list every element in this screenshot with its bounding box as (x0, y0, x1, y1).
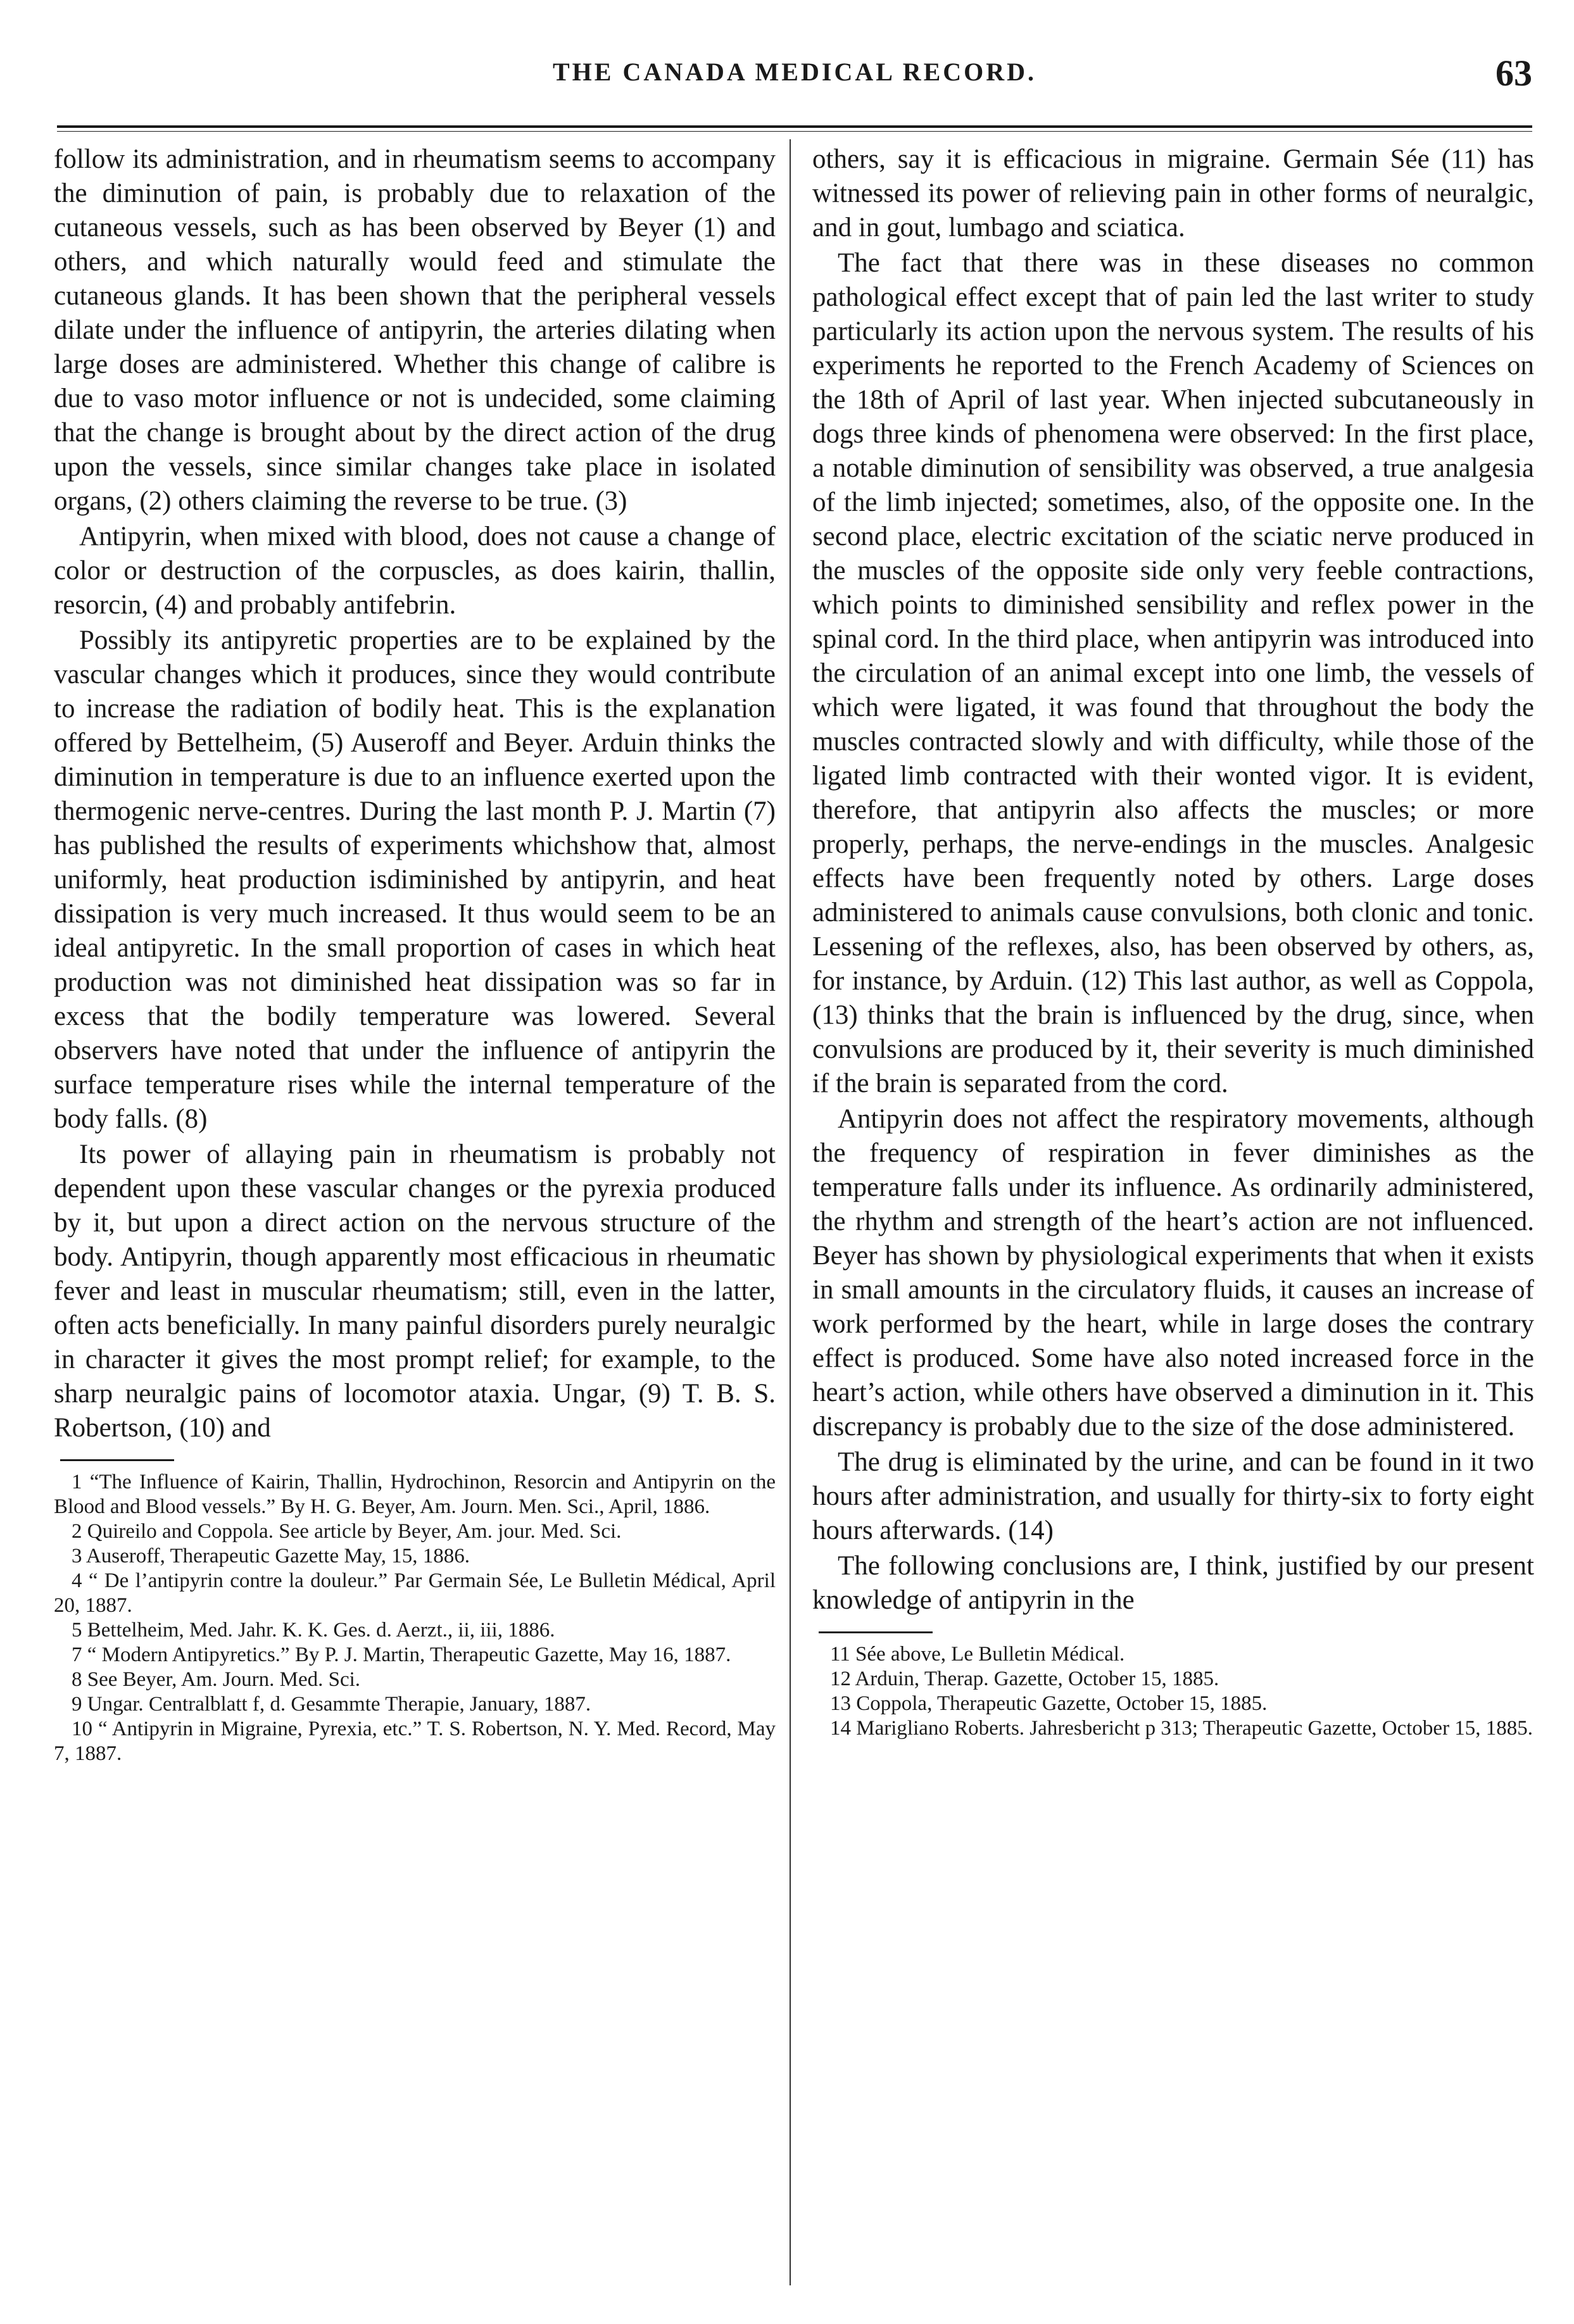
footnote: 3 Auseroff, Therapeutic Gazette May, 15, 1886. (72, 1545, 470, 1567)
footnote: 4 “ De l’antipyrin contre la douleur.” Par Germain Sée, Le Bulletin Médical, April 20, 1887. (54, 1569, 776, 1617)
footnote: 12 Arduin, Therap. Gazette, October 15, 1885. (830, 1668, 1219, 1690)
footnote: 5 Bettelheim, Med. Jahr. K. K. Ges. d. Aerzt., ii, iii, 1886. (72, 1619, 555, 1642)
paragraph: The drug is eliminated by the urine, and can be found in it two hours after administration, and usually for thirty-six to forty eight hours afterwards. (14) (812, 1447, 1534, 1545)
footnote: 9 Ungar. Centralblatt f, d. Gesammte Therapie, January, 1887. (72, 1693, 591, 1716)
footnote: 10 “ Antipyrin in Migraine, Pyrexia, etc.” T. S. Robertson, N. Y. Med. Record, May 7, 1887. (54, 1718, 776, 1765)
footnote: 11 Sée above, Le Bulletin Médical. (830, 1643, 1125, 1666)
footnote: 2 Quireilo and Coppola. See article by Beyer, Am. jour. Med. Sci. (72, 1520, 622, 1543)
footnote-rule (60, 1459, 174, 1461)
paragraph: Its power of allaying pain in rheumatism is probably not dependent upon these vascular changes or the pyrexia produced by it, but upon a direct action on the nervous structure of the body. Antipyrin, though apparently most efficacious in rheumatic fever and least in muscular rheumatism; still, even in the latter, often acts beneficially. In many painful disorders purely neuralgic in character it gives the most prompt relief; for example, to the sharp neuralgic pains of locomotor ataxia. Ungar, (9) T. B. S. Robertson, (10) and (54, 1140, 776, 1443)
header-rule (57, 125, 1532, 128)
paragraph: Antipyrin does not affect the respiratory movements, although the frequency of respiration in fever diminishes as the temperature falls under its influence. As ordinarily administered, the rhythm and strength of the heart’s action are not influenced. Beyer has shown by physiological experiments that when it exists in small amounts in the circulatory fluids, it causes an increase of work performed by the heart, while in large doses the contrary effect is produced. Some have also noted increased force in the heart’s action, while others have observed a diminution in it. This discrepancy is probably due to the size of the dose administered. (812, 1104, 1534, 1442)
footnote: 14 Marigliano Roberts. Jahresbericht p 313; Therapeutic Gazette, October 15, 1885. (830, 1717, 1533, 1740)
right-column (812, 142, 1534, 1741)
header-rule-thin (57, 131, 1532, 132)
paragraph: follow its administration, and in rheumatism seems to accompany the diminution of pain, is probably due to relaxation of the cutaneous vessels, such as has been observed by Beyer (1) and others, and which naturally would feed and stimulate the cutaneous glands. It has been shown that the peripheral vessels dilate under the influence of antipyrin, the arteries dilating when large doses are administered. Whether this change of calibre is due to vaso motor influence or not is undecided, some claiming that the change is brought about by the direct action of the drug upon the vessels, since similar changes take place in isolated organs, (2) others claiming the reverse to be true. (3) (54, 144, 776, 516)
footnote: 7 “ Modern Antipyretics.” By P. J. Martin, Therapeutic Gazette, May 16, 1887. (72, 1643, 731, 1666)
footnote-rule (819, 1631, 933, 1633)
footnote: 1 “The Influence of Kairin, Thallin, Hydrochinon, Resorcin and Antipyrin on the Blood and Blood vessels.” By H. G. Beyer, Am. Journ. Men. Sci., April, 1886. (54, 1471, 776, 1518)
journal-title: THE CANADA MEDICAL RECORD. (552, 58, 1037, 86)
column-divider (790, 139, 791, 2285)
left-column (54, 142, 776, 1766)
paragraph: The following conclusions are, I think, justified by our present knowledge of antipyrin in the (812, 1551, 1534, 1615)
paragraph: The fact that there was in these diseases no common pathological effect except that of pain led the last writer to study particularly its action upon the nervous system. The results of his experiments he reported to the French Academy of Sciences on the 18th of April of last year. When injected subcutaneously in dogs three kinds of phenomena were observed: In the first place, a notable diminution of sensibility was observed, a true analgesia of the limb injected; sometimes, also, of the opposite one. In the second place, electric excitation of the sciatic nerve produced in the muscles of the opposite side only very feeble contractions, which points to diminished sensibility and reflex power in the spinal cord. In the third place, when antipyrin was introduced into the circulation of an animal except into one limb, the vessels of which were ligated, it was found that throughout the body the muscles contracted slowly and with difficulty, while those of the ligated limb contracted with their wonted vigor. It is evident, therefore, that antipyrin also affects the muscles; or more properly, perhaps, the nerve-endings in the muscles. Analgesic effects have been frequently noted by others. Large doses administered to animals cause convulsions, both clonic and tonic. Lessening of the reflexes, also, has been observed by others, as, for instance, by Arduin. (12) This last author, as well as Coppola, (13) thinks that the brain is influenced by the drug, since, when convulsions are produced by it, their severity is much diminished if the brain is separated from the cord. (812, 248, 1534, 1098)
page-header (57, 53, 1532, 127)
footnote: 8 See Beyer, Am. Journ. Med. Sci. (72, 1668, 361, 1691)
page-number: 63 (1495, 53, 1532, 94)
footnote: 13 Coppola, Therapeutic Gazette, October 15, 1885. (830, 1692, 1268, 1715)
paragraph: Antipyrin, when mixed with blood, does not cause a change of color or destruction of the corpuscles, as does kairin, thallin, resorcin, (4) and probably antifebrin. (54, 522, 776, 620)
paragraph: others, say it is efficacious in migraine. Germain Sée (11) has witnessed its power of relieving pain in other forms of neuralgic, and in gout, lumbago and sciatica. (812, 144, 1534, 242)
paragraph: Possibly its antipyretic properties are to be explained by the vascular changes which it produces, since they would contribute to increase the radiation of bodily heat. This is the explanation offered by Bettelheim, (5) Auseroff and Beyer. Arduin thinks the diminution in temperature is due to an influence exerted upon the thermogenic nerve-centres. During the last month P. J. Martin (7) has published the results of experiments whichshow that, almost uniformly, heat production isdiminished by antipyrin, and heat dissipation is very much increased. It thus would seem to be an ideal antipyretic. In the small proportion of cases in which heat production was not diminished heat dissipation was so far in excess that the bodily temperature was lowered. Several observers have noted that under the influence of antipyrin the surface temperature rises while the internal temperature of the body falls. (8) (54, 625, 776, 1134)
